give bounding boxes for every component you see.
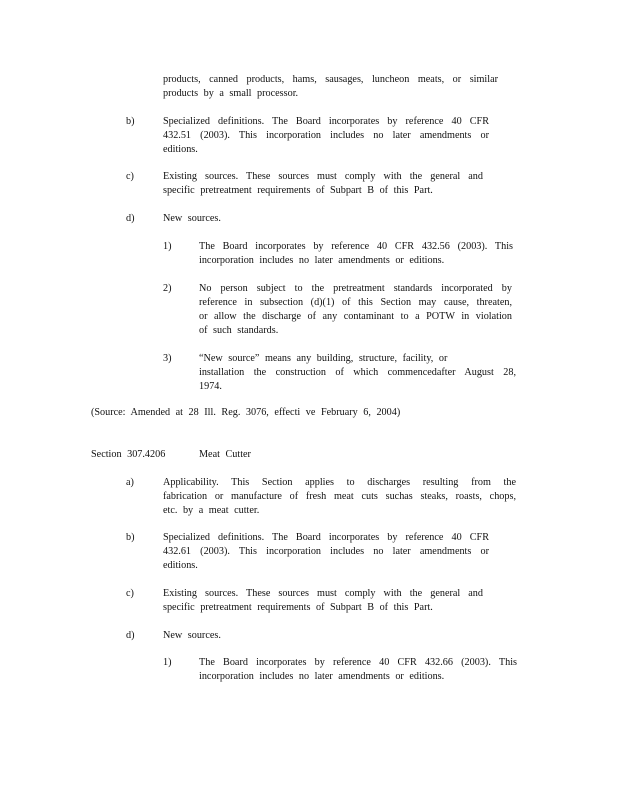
list-item (163, 170, 483, 198)
subitem-label: 2) (163, 283, 172, 294)
item-label: b) (126, 532, 135, 543)
subitem-label: 1) (163, 241, 172, 252)
list-item (163, 115, 489, 157)
paragraph-line: New sources. (163, 630, 221, 641)
paragraph-line: reference in subsection (d)(1) of this Section may cause, threaten, (199, 297, 512, 308)
paragraph-line: of such standards. (199, 325, 279, 336)
paragraph-line: fabrication or manufacture of fresh meat cuts suchas steaks, roasts, chops, (163, 491, 516, 502)
paragraph-line: The Board incorporates by reference 40 CFR 432.56 (2003). This (199, 241, 513, 252)
paragraph-line: Existing sources. These sources must comply with the general and (163, 171, 483, 182)
paragraph-line: or allow the discharge of any contaminant to a POTW in violation (199, 311, 512, 322)
list-subitem (199, 656, 517, 684)
paragraph-line: “New source” means any building, structure, facility, or (199, 353, 448, 364)
section-title: Meat Cutter (199, 449, 251, 460)
paragraph-line: editions. (163, 560, 198, 571)
paragraph-line: editions. (163, 144, 198, 155)
paragraph-line: 432.61 (2003). This incorporation includes no later amendments or (163, 546, 489, 557)
list-item (163, 587, 483, 615)
paragraph-line: 432.51 (2003). This incorporation includes no later amendments or (163, 130, 489, 141)
paragraph-line: 1974. (199, 381, 222, 392)
paragraph-line: products by a small processor. (163, 88, 299, 99)
source-note (91, 406, 400, 420)
paragraph-line: products, canned products, hams, sausages, luncheon meats, or similar (163, 74, 498, 85)
item-label: c) (126, 171, 134, 182)
paragraph-line: specific pretreatment requirements of Subpart B of this Part. (163, 602, 433, 613)
item-label: d) (126, 630, 135, 641)
list-item (163, 629, 221, 643)
section-number: Section 307.4206 (91, 449, 166, 460)
subitem-label: 1) (163, 657, 172, 668)
paragraph-line: No person subject to the pretreatment standards incorporated by (199, 283, 512, 294)
list-subitem (199, 282, 512, 338)
item-label: a) (126, 477, 134, 488)
list-item (163, 531, 489, 573)
item-label: c) (126, 588, 134, 599)
source-note-text: (Source: Amended at 28 Ill. Reg. 3076, effecti ve February 6, 2004) (91, 407, 401, 418)
paragraph-line: etc. by a meat cutter. (163, 505, 260, 516)
section-heading-title (199, 448, 251, 462)
paragraph-line: Applicability. This Section applies to discharges resulting from the (163, 477, 516, 488)
list-item (163, 476, 516, 518)
list-subitem (199, 240, 513, 268)
paragraph-line: specific pretreatment requirements of Subpart B of this Part. (163, 185, 433, 196)
paragraph-line: The Board incorporates by reference 40 CFR 432.66 (2003). This (199, 657, 517, 668)
paragraph-line: incorporation includes no later amendments or editions. (199, 255, 445, 266)
section-heading-number (91, 448, 165, 462)
item-label: d) (126, 213, 135, 224)
paragraph-line: Specialized definitions. The Board incorporates by reference 40 CFR (163, 116, 489, 127)
paragraph-line: Existing sources. These sources must comply with the general and (163, 588, 483, 599)
paragraph-line: installation the construction of which commencedafter August 28, (199, 367, 516, 378)
paragraph-line: Specialized definitions. The Board incorporates by reference 40 CFR (163, 532, 489, 543)
subitem-label: 3) (163, 353, 172, 364)
paragraph-line: incorporation includes no later amendments or editions. (199, 671, 445, 682)
item-label: b) (126, 116, 135, 127)
paragraph-line: New sources. (163, 213, 221, 224)
list-subitem (199, 352, 516, 394)
continuation-paragraph (163, 73, 498, 101)
list-item (163, 212, 221, 226)
